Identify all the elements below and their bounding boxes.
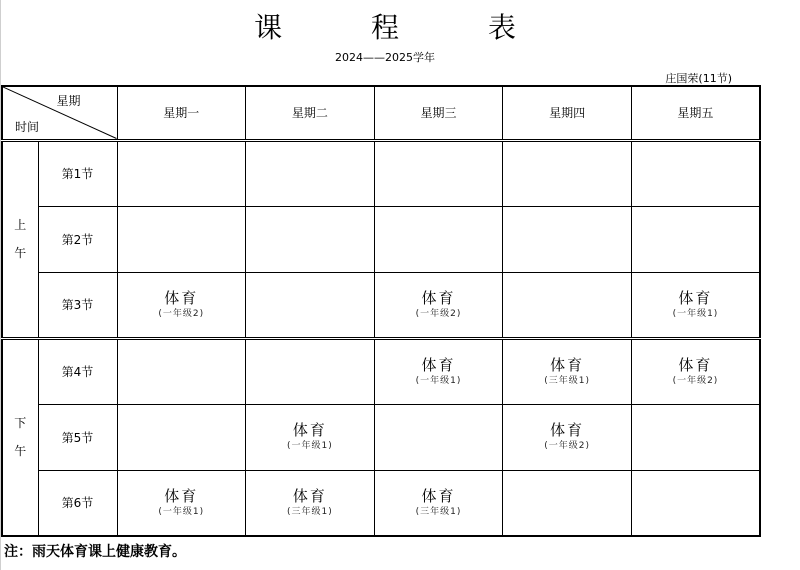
schedule-cell xyxy=(503,272,632,338)
class-group: (一年级1) xyxy=(158,506,205,517)
schedule-cell xyxy=(117,470,246,536)
table-row xyxy=(2,206,760,272)
course-name: 体育 xyxy=(678,288,713,307)
day-header-tue: 星期二 xyxy=(246,86,375,140)
schedule-cell xyxy=(246,140,375,206)
period-morning: 上 午 xyxy=(2,140,38,338)
period-afternoon: 下 午 xyxy=(2,338,38,536)
schedule-cell xyxy=(246,470,375,536)
course-name: 体育 xyxy=(421,355,456,374)
table-row xyxy=(2,470,760,536)
day-header-wed: 星期三 xyxy=(374,86,503,140)
lesson-label: 第5节 xyxy=(38,404,117,470)
class-group: (一年级1) xyxy=(415,375,462,386)
teacher-name: 庄国荣(11节) xyxy=(665,72,732,85)
schedule-cell xyxy=(503,206,632,272)
schedule-cell xyxy=(631,206,760,272)
schedule-table xyxy=(1,85,761,537)
class-group: (一年级1) xyxy=(287,441,333,451)
corner-weekday-label: 星期 xyxy=(56,94,81,108)
lesson-label: 第4节 xyxy=(38,338,117,404)
school-year: 2024——2025学年 xyxy=(335,51,435,64)
table-row xyxy=(2,404,760,470)
day-header-mon: 星期一 xyxy=(117,86,246,140)
corner-time-label: 时间 xyxy=(15,119,40,134)
class-group: (一年级2) xyxy=(158,308,205,319)
schedule-cell xyxy=(117,404,246,470)
schedule-cell xyxy=(246,404,375,470)
class-group: (一年级2) xyxy=(415,308,462,319)
course-name: 体育 xyxy=(678,355,713,374)
table-row xyxy=(2,140,760,206)
schedule-cell xyxy=(117,206,246,272)
schedule-cell xyxy=(503,470,632,536)
schedule-cell xyxy=(503,404,632,470)
schedule-cell xyxy=(374,338,503,404)
schedule-cell xyxy=(374,206,503,272)
schedule-cell xyxy=(631,338,760,404)
schedule-cell xyxy=(374,272,503,338)
course-name: 体育 xyxy=(550,355,585,374)
class-group: (三年级1) xyxy=(415,506,462,517)
class-group: (三年级1) xyxy=(287,506,333,517)
lesson-label: 第3节 xyxy=(38,272,117,338)
schedule-cell xyxy=(374,470,503,536)
class-group: (一年级2) xyxy=(672,375,719,386)
class-group: (三年级1) xyxy=(544,375,590,386)
schedule-cell xyxy=(631,272,760,338)
course-name: 体育 xyxy=(421,486,456,505)
footnote: 注：雨天体育课上健康教育。 xyxy=(4,544,186,560)
schedule-cell xyxy=(117,272,246,338)
course-name: 体育 xyxy=(292,486,327,505)
lesson-label: 第1节 xyxy=(38,140,117,206)
page-title: 课 程 表 xyxy=(254,11,556,44)
class-group: (一年级1) xyxy=(672,308,719,319)
schedule-cell xyxy=(117,338,246,404)
schedule-cell xyxy=(246,272,375,338)
table-row xyxy=(2,338,760,404)
schedule-cell xyxy=(503,338,632,404)
schedule-cell xyxy=(246,338,375,404)
course-name: 体育 xyxy=(421,288,456,307)
schedule-cell xyxy=(246,206,375,272)
lesson-label: 第2节 xyxy=(38,206,117,272)
corner-cell xyxy=(2,86,117,140)
schedule-cell xyxy=(631,404,760,470)
course-name: 体育 xyxy=(292,421,327,439)
schedule-cell xyxy=(631,470,760,536)
lesson-label: 第6节 xyxy=(38,470,117,536)
day-header-fri: 星期五 xyxy=(631,86,760,140)
course-name: 体育 xyxy=(164,288,199,307)
header-row xyxy=(2,86,760,140)
class-group: (一年级2) xyxy=(544,441,590,451)
course-name: 体育 xyxy=(550,421,585,439)
course-name: 体育 xyxy=(164,486,199,505)
schedule-cell xyxy=(117,140,246,206)
schedule-cell xyxy=(374,140,503,206)
day-header-thu: 星期四 xyxy=(503,86,632,140)
table-row xyxy=(2,272,760,338)
schedule-cell xyxy=(374,404,503,470)
schedule-cell xyxy=(631,140,760,206)
schedule-cell xyxy=(503,140,632,206)
